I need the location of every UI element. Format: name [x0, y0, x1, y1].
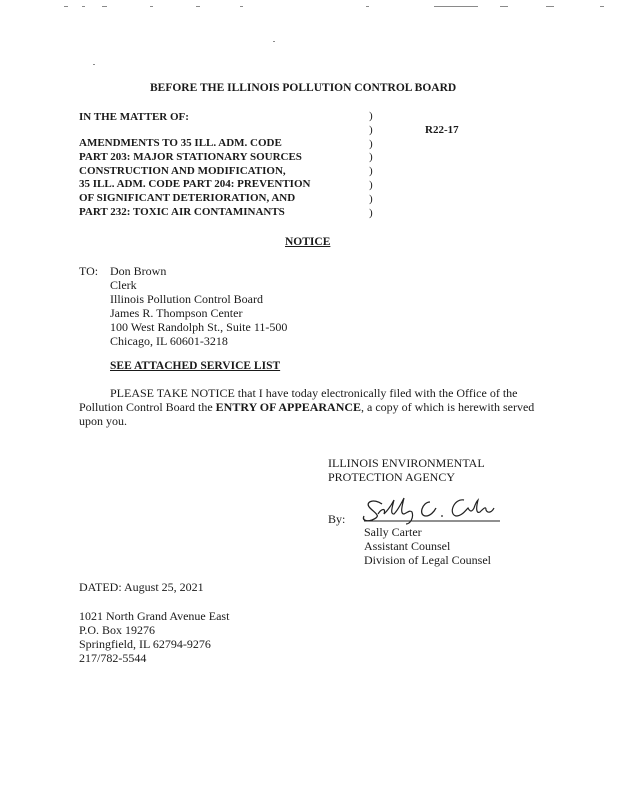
board-title: BEFORE THE ILLINOIS POLLUTION CONTROL BOARD — [150, 82, 457, 94]
address-line: 1021 North Grand Avenue East — [79, 609, 230, 623]
paren: ) — [369, 178, 373, 191]
return-address — [79, 609, 229, 665]
addressee-line: Don Brown — [110, 264, 167, 278]
addressee-line: Illinois Pollution Control Board — [110, 292, 264, 306]
signer-division: Division of Legal Counsel — [364, 553, 491, 567]
paren: ) — [369, 137, 373, 150]
to-label: TO: — [79, 264, 99, 278]
addressee-line: James R. Thompson Center — [110, 306, 243, 320]
notice-body — [79, 386, 544, 428]
signer-title: Assistant Counsel — [364, 539, 451, 553]
addressee-line: 100 West Randolph St., Suite 11-500 — [110, 320, 288, 334]
handwritten-signature — [360, 494, 505, 526]
agency-name-line1: ILLINOIS ENVIRONMENTAL — [328, 456, 485, 470]
address-line: Springfield, IL 62794-9276 — [79, 637, 211, 651]
phone-number: 217/782-5544 — [79, 651, 147, 665]
dated-line: DATED: August 25, 2021 — [79, 580, 204, 594]
caption-line: PART 203: MAJOR STATIONARY SOURCES — [79, 150, 302, 163]
notice-body-pre: PLEASE TAKE NOTICE that I have today electronically filed with the Office of the Pollution Control Board the — [79, 386, 518, 414]
by-label: By: — [328, 512, 346, 526]
paren: ) — [369, 165, 373, 178]
address-line: P.O. Box 19276 — [79, 623, 156, 637]
paren: ) — [369, 206, 373, 219]
caption-line: 35 ILL. ADM. CODE PART 204: PREVENTION — [79, 178, 311, 191]
paren: ) — [369, 151, 373, 164]
agency-name-line2: PROTECTION AGENCY — [328, 470, 456, 484]
paren: ) — [369, 110, 373, 122]
signer-block — [364, 525, 491, 567]
paren: ) — [369, 123, 373, 136]
notice-body-post: , a copy of which is herewith served upon you. — [79, 400, 535, 428]
addressee-line: Chicago, IL 60601-3218 — [110, 334, 228, 348]
document-title: ENTRY OF APPEARANCE — [215, 400, 362, 414]
paren: ) — [369, 192, 373, 205]
caption-line: AMENDMENTS TO 35 ILL. ADM. CODE — [79, 137, 282, 149]
caption-line: OF SIGNIFICANT DETERIORATION, AND — [79, 192, 296, 205]
docket-number: R22-17 — [425, 124, 459, 136]
service-list-heading: SEE ATTACHED SERVICE LIST — [110, 360, 281, 372]
caption-parens — [369, 110, 373, 220]
caption-text — [79, 137, 310, 220]
addressee-line: Clerk — [110, 278, 137, 292]
signer-name: Sally Carter — [364, 525, 422, 539]
in-matter-label: IN THE MATTER OF: — [79, 111, 189, 123]
addressee-block — [110, 264, 287, 348]
caption-line: PART 232: TOXIC AIR CONTAMINANTS — [79, 205, 285, 218]
notice-heading: NOTICE — [285, 236, 331, 248]
caption-line: CONSTRUCTION AND MODIFICATION, — [79, 164, 286, 177]
